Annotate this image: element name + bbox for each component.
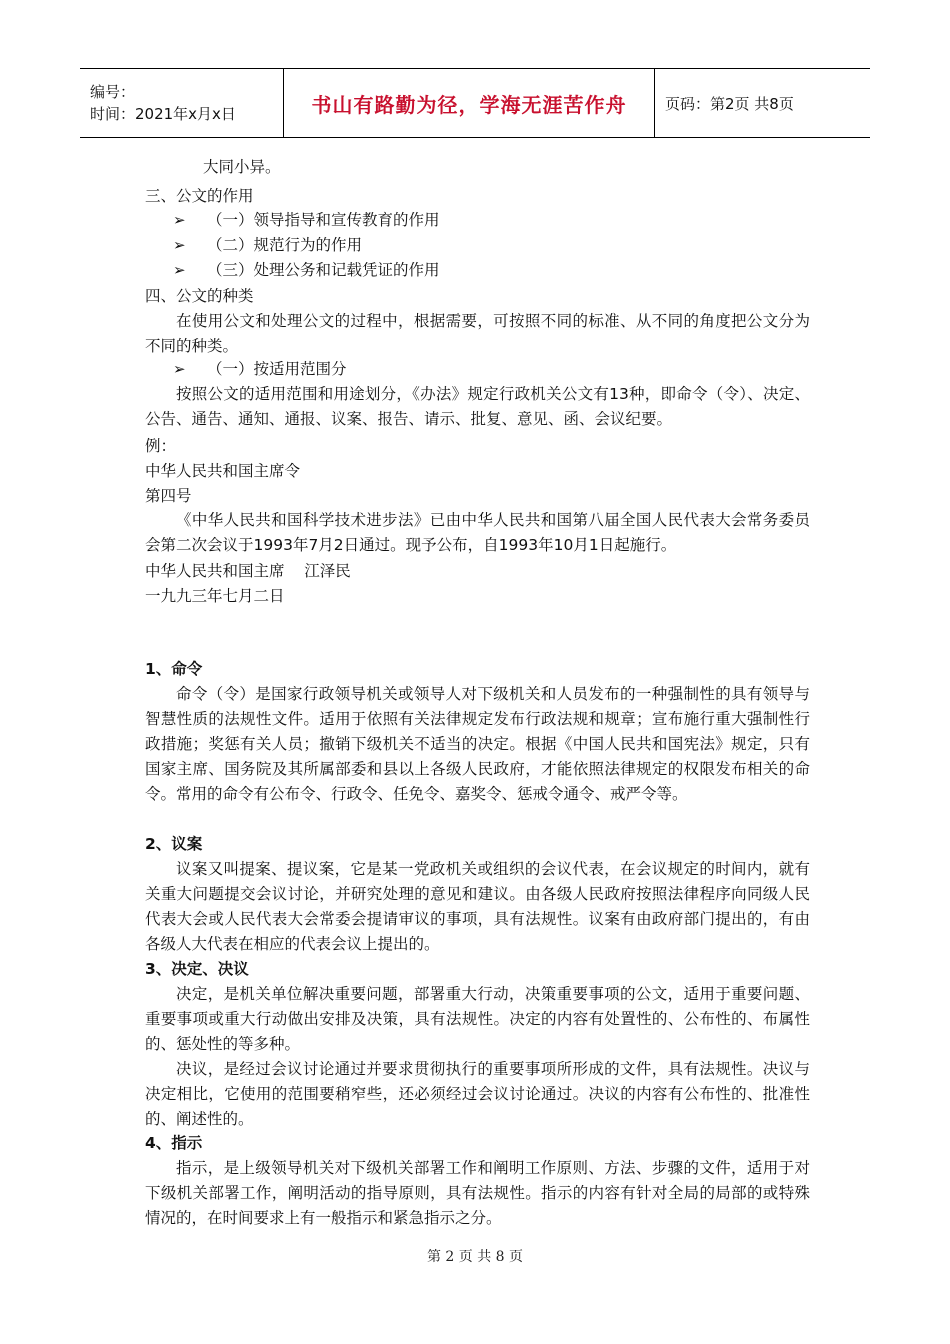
section-heading-4: 四、公文的种类 xyxy=(145,287,254,305)
paragraph: 议案又叫提案、提议案，它是某一党政机关或组织的会议代表，在会议规定的时间内，就有关重大问题提交会议讨论，并研究处理的意见和建议。由各级人民政府按照法律程序向同级人民代表大会或人民代表大会常委会提请审议的事项，具有法规性。议案有由政府部门提出的，有由各级人大代表在相应的代表会议上提出的。 xyxy=(145,860,810,953)
signature-line: 中华人民共和国主席 江泽民 xyxy=(145,562,351,580)
arrow-bullet-icon: ➢ xyxy=(173,211,186,229)
subsection-heading: 2、议案 xyxy=(145,835,203,853)
document-number-label: 编号： xyxy=(90,83,136,101)
subsection-heading: 4、指示 xyxy=(145,1134,203,1152)
continued-text: 大同小异。 xyxy=(203,158,281,176)
list-item: ➢ （三）处理公务和记载凭证的作用 xyxy=(173,261,440,279)
paragraph: 在使用公文和处理公文的过程中，根据需要，可按照不同的标准、从不同的角度把公文分为不同的种类。 xyxy=(145,312,810,355)
date-line: 一九九三年七月二日 xyxy=(145,587,285,605)
paragraph: 指示，是上级领导机关对下级机关部署工作和阐明工作原则、方法、步骤的文件，适用于对下级机关部署工作，阐明活动的指导原则，具有法规性。指示的内容有针对全局的局部的或特殊情况的，在时间要求上有一般指示和紧急指示之分。 xyxy=(145,1159,810,1227)
list-item: ➢ （一）按适用范围分 xyxy=(173,360,347,378)
subsection-heading: 3、决定、决议 xyxy=(145,960,249,978)
page-footer: 第 2 页 共 8 页 xyxy=(426,1249,524,1265)
page-header xyxy=(80,68,870,138)
paragraph: 《中华人民共和国科学技术进步法》已由中华人民共和国第八届全国人民代表大会常务委员会第二次会议于1993年7月2日通过。现予公布，自1993年10月1日起施行。 xyxy=(145,511,810,554)
list-item: ➢ （二）规范行为的作用 xyxy=(173,236,363,254)
header-page-info xyxy=(655,69,870,137)
example-label: 例： xyxy=(145,437,177,455)
example-title: 中华人民共和国主席令 xyxy=(145,462,301,480)
paragraph: 命令（令）是国家行政领导机关或领导人对下级机关和人员发布的一种强制性的具有领导与智慧性质的法规性文件。适用于依照有关法律规定发布行政法规和规章；宣布施行重大强制性行政措施；奖惩有关人员；撤销下级机关不适当的决定。根据《中国人民共和国宪法》规定，只有国家主席、国务院及其所属部委和县以上各级人民政府，才能依照法律规定的权限发布相关的命令。常用的命令有公布令、行政令、任免令、嘉奖令、惩戒令通令、戒严令等。 xyxy=(145,685,810,803)
arrow-bullet-icon: ➢ xyxy=(173,236,186,254)
section-heading-3: 三、公文的作用 xyxy=(145,187,254,205)
example-number: 第四号 xyxy=(145,487,192,505)
paragraph: 决议，是经过会议讨论通过并要求贯彻执行的重要事项所形成的文件，具有法规性。决议与决定相比，它使用的范围要稍窄些，还必须经过会议讨论通过。决议的内容有公布性的、批准性的、阐述性的。 xyxy=(145,1060,810,1128)
page-indicator: 页码：第2页 共8页 xyxy=(665,94,794,113)
motto-text: 书山有路勤为径，学海无涯苦作舟 xyxy=(311,92,627,117)
paragraph: 按照公文的适用范围和用途划分，《办法》规定行政机关公文有13种，即命令（令）、决定、公告、通告、通知、通报、议案、报告、请示、批复、意见、函、会议纪要。 xyxy=(145,385,810,428)
header-motto xyxy=(283,69,655,137)
paragraph: 决定，是机关单位解决重要问题，部署重大行动，决策重要事项的公文，适用于重要问题、重要事项或重大行动做出安排及决策，具有法规性。决定的内容有处置性的、公布性的、布属性的、惩处性的等多种。 xyxy=(145,985,810,1053)
document-date-label: 时间：2021年x月x日 xyxy=(90,105,236,123)
subsection-heading: 1、命令 xyxy=(145,660,203,678)
arrow-bullet-icon: ➢ xyxy=(173,360,186,378)
header-meta xyxy=(80,69,283,137)
arrow-bullet-icon: ➢ xyxy=(173,261,186,279)
list-item: ➢ （一）领导指导和宣传教育的作用 xyxy=(173,211,440,229)
